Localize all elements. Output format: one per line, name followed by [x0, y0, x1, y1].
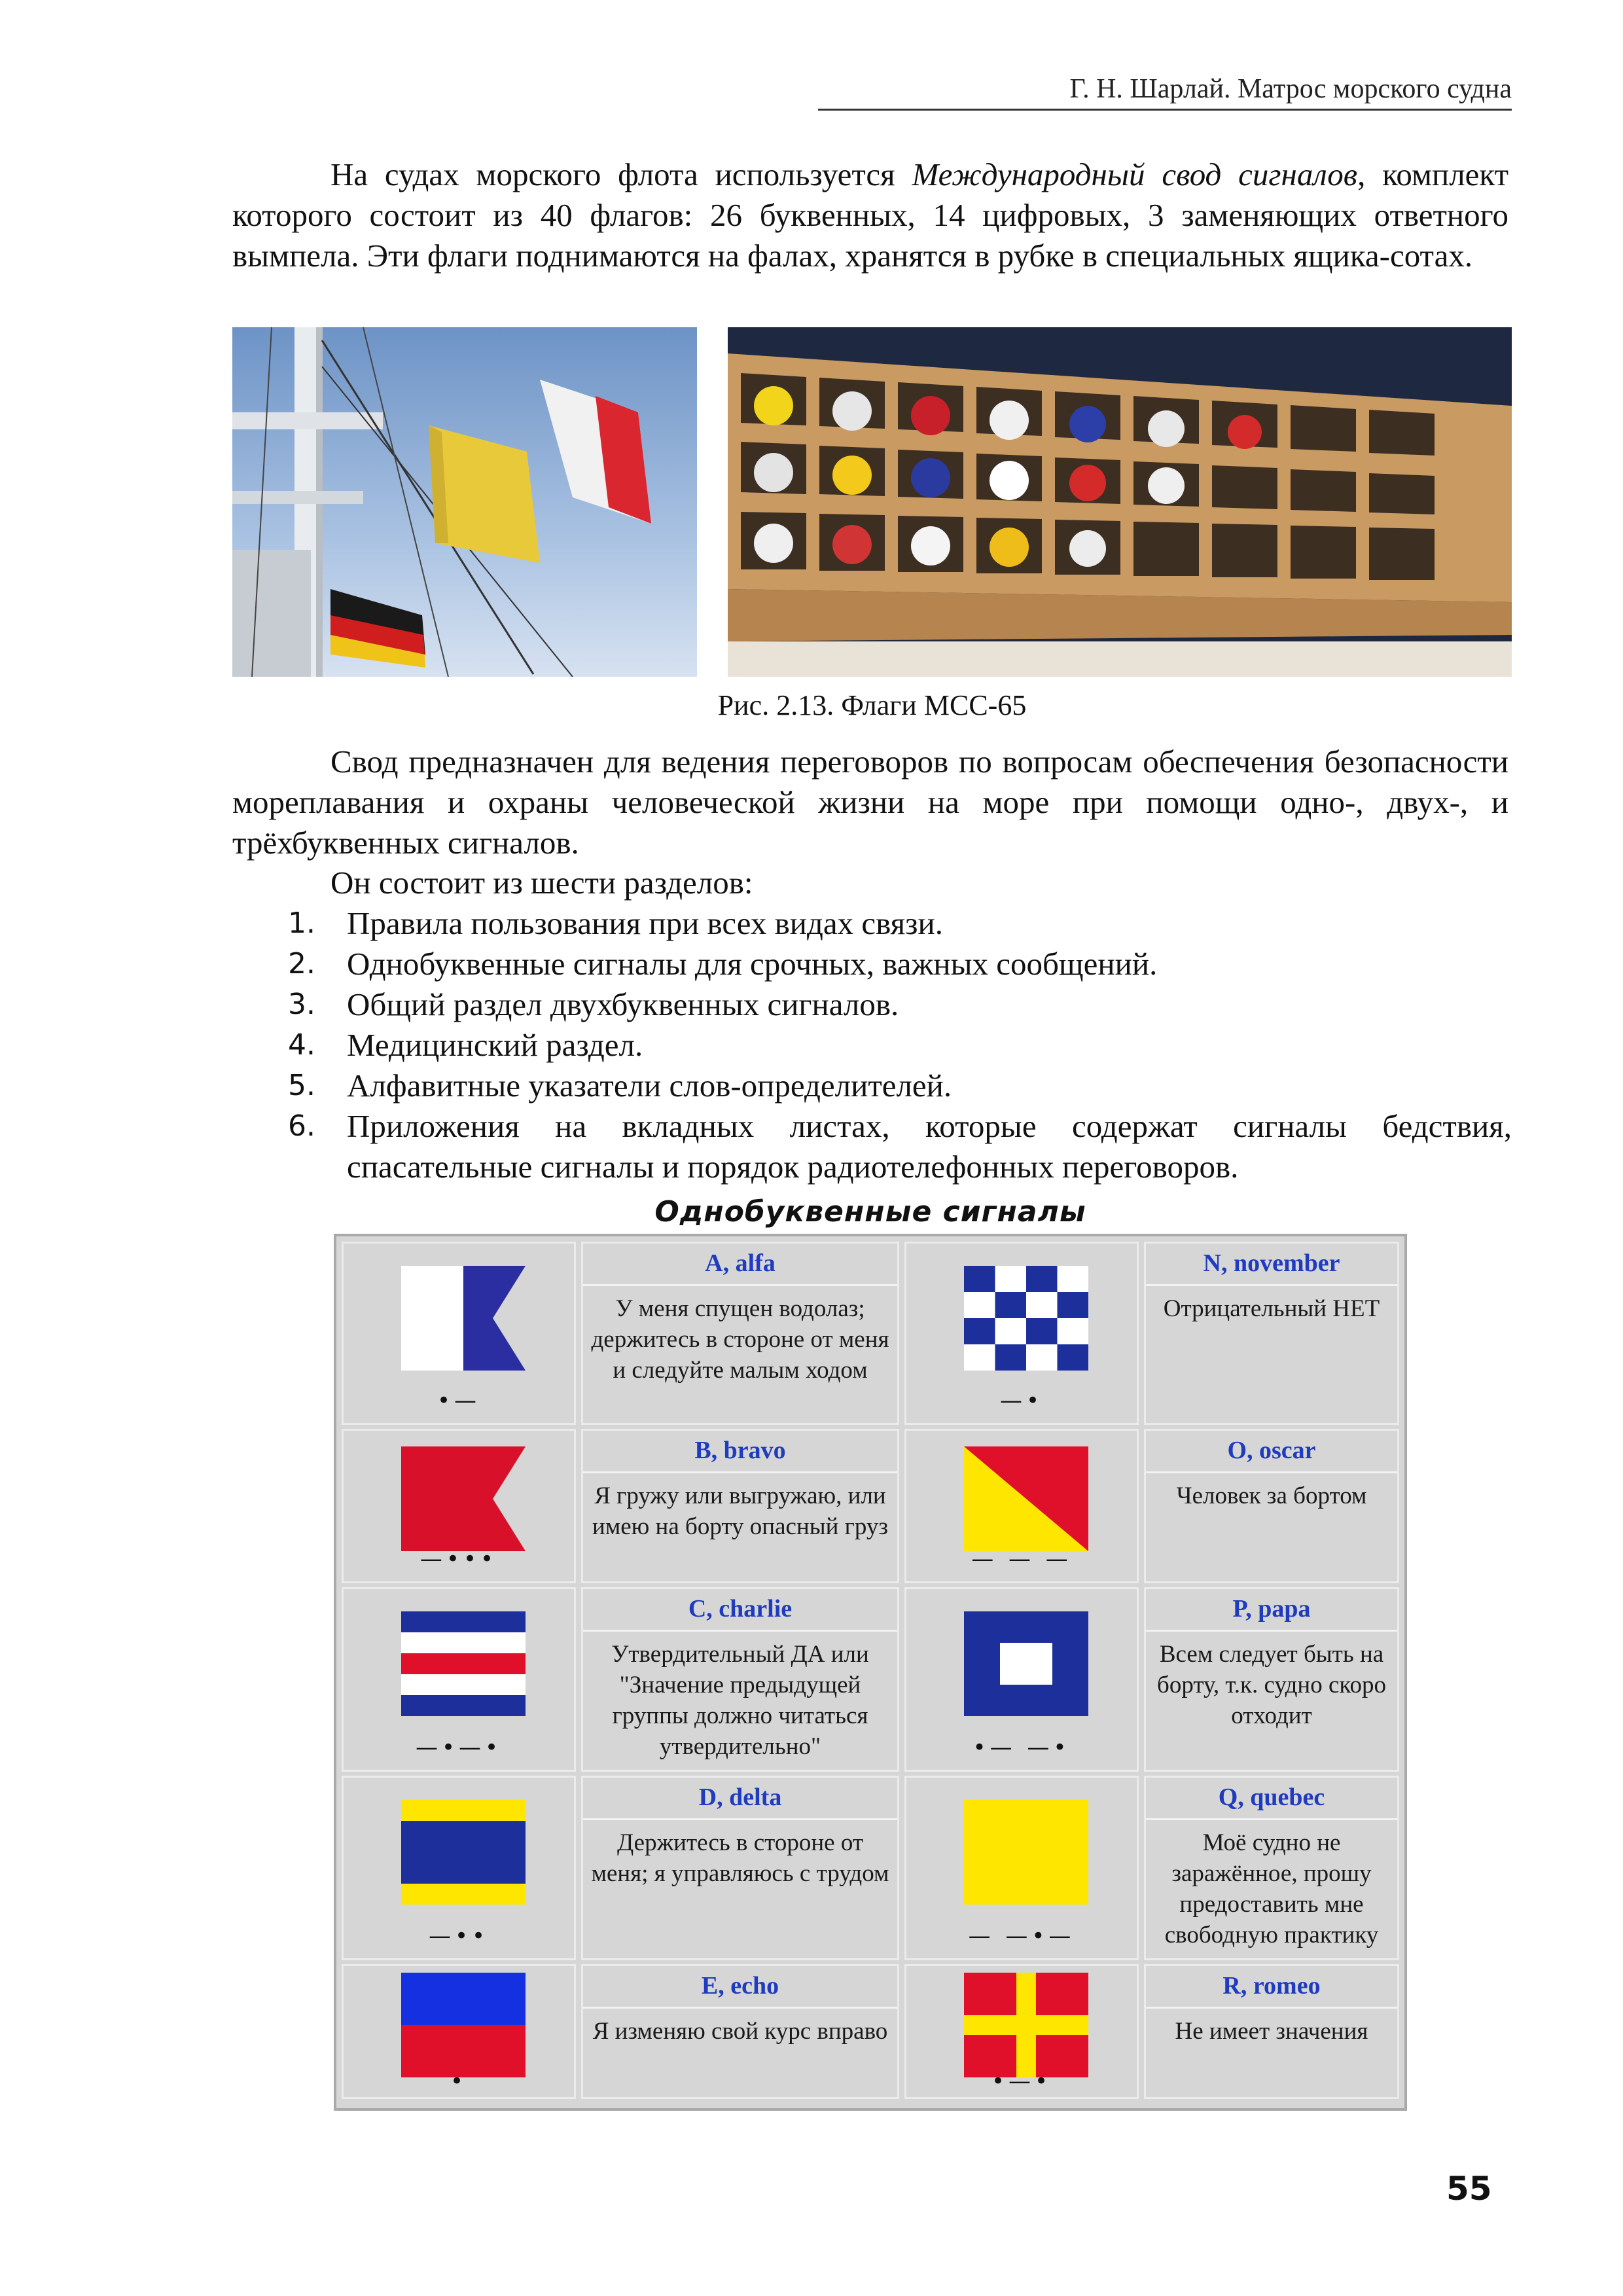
- photo-mast-flags: [232, 327, 697, 677]
- morse-code: — — —: [971, 1546, 1072, 1572]
- signal-meaning: Моё судно не заражённое, прошу предоставить мне свободную практику: [1164, 1829, 1379, 1948]
- morse-code: —•—•: [415, 1734, 503, 1761]
- flag-alfa-icon: [401, 1266, 526, 1371]
- flag-cell-q: [904, 1776, 1139, 1960]
- morse-code: •— —•: [972, 1734, 1071, 1761]
- flag-echo-icon: [401, 1973, 526, 2077]
- signal-meaning: Утвердительный ДА или "Значение предыдущей группы должно читаться утвердительно": [611, 1641, 869, 1760]
- figure-caption: Рис. 2.13. Флаги МСС-65: [717, 689, 1027, 721]
- signal-name: E, echo: [583, 1966, 897, 2009]
- flag-cell-c: [342, 1587, 576, 1772]
- flag-cell-a: [342, 1242, 576, 1425]
- list-item: [288, 984, 1512, 1025]
- desc-cell-r: [1144, 1964, 1399, 2099]
- signal-name: D, delta: [583, 1778, 897, 1820]
- purpose-paragraph: [232, 742, 1508, 863]
- desc-cell-b: [581, 1429, 899, 1583]
- flag-locker-illustration: [728, 327, 1512, 677]
- list-text: Общий раздел двухбуквенных сигналов.: [347, 986, 899, 1022]
- morse-code: —••: [428, 1923, 490, 1949]
- signal-name: R, romeo: [1146, 1966, 1397, 2009]
- table-row: [342, 1587, 1399, 1772]
- morse-code: •—: [437, 1388, 481, 1414]
- sections-intro-text: Он состоит из шести разделов:: [330, 865, 753, 901]
- list-item: [288, 903, 1512, 944]
- desc-cell-q: [1144, 1776, 1399, 1960]
- list-number: 1.: [288, 906, 315, 940]
- sections-list: [288, 903, 1512, 1187]
- desc-cell-a: [581, 1242, 899, 1425]
- morse-code: •: [450, 2068, 468, 2094]
- flag-cell-e: [342, 1964, 576, 2099]
- mast-illustration: [232, 327, 697, 677]
- table-row: [342, 1429, 1399, 1583]
- photo-flag-locker: [728, 327, 1512, 677]
- signal-meaning: Я гружу или выгружаю, или имею на борту опасный груз: [592, 1482, 888, 1540]
- signal-name: O, oscar: [1146, 1431, 1397, 1473]
- list-text: Алфавитные указатели слов-определителей.: [347, 1067, 952, 1103]
- intro-emphasis: Международный свод сигналов: [912, 156, 1358, 192]
- flag-cell-o: [904, 1429, 1139, 1583]
- list-text: Однобуквенные сигналы для срочных, важных сообщений.: [347, 946, 1158, 982]
- signal-meaning: Всем следует быть на борту, т.к. судно скоро отходит: [1157, 1641, 1386, 1729]
- signals-table-title: Однобуквенные сигналы: [654, 1195, 1086, 1229]
- desc-cell-e: [581, 1964, 899, 2099]
- list-text: Приложения на вкладных листах, которые содержат сигналы бедствия, спасательные сигналы и порядок радиотелефонных переговоров.: [347, 1108, 1512, 1185]
- signals-table: [334, 1234, 1407, 2111]
- desc-cell-c: [581, 1587, 899, 1772]
- list-item: [288, 1066, 1512, 1106]
- flag-cell-d: [342, 1776, 576, 1960]
- list-text: Медицинский раздел.: [347, 1027, 643, 1063]
- flag-romeo-icon: [964, 1973, 1088, 2077]
- intro-paragraph: [232, 154, 1508, 276]
- page-number: 55: [1446, 2170, 1492, 2208]
- signal-meaning: У меня спущен водолаз; держитесь в стороне от меня и следуйте малым ходом: [591, 1295, 889, 1384]
- list-number: 4.: [288, 1028, 315, 1062]
- flag-cell-r: [904, 1964, 1139, 2099]
- signal-name: B, bravo: [583, 1431, 897, 1473]
- list-number: 3.: [288, 988, 315, 1021]
- desc-cell-p: [1144, 1587, 1399, 1772]
- signal-name: P, papa: [1146, 1589, 1397, 1632]
- desc-cell-d: [581, 1776, 899, 1960]
- list-number: 6.: [288, 1109, 315, 1143]
- morse-code: — —•—: [968, 1923, 1075, 1949]
- signal-name: A, alfa: [583, 1244, 897, 1286]
- list-number: 5.: [288, 1069, 315, 1102]
- flag-cell-n: [904, 1242, 1139, 1425]
- signal-meaning: Не имеет значения: [1175, 2018, 1368, 2045]
- flag-quebec-icon: [964, 1800, 1088, 1905]
- sections-intro: [232, 863, 1508, 903]
- flag-delta-icon: [401, 1800, 526, 1905]
- list-text: Правила пользования при всех видах связи.: [347, 905, 943, 941]
- signal-name: Q, quebec: [1146, 1778, 1397, 1820]
- desc-cell-n: [1144, 1242, 1399, 1425]
- signal-meaning: Я изменяю свой курс вправо: [592, 2018, 888, 2045]
- flag-charlie-icon: [401, 1611, 526, 1716]
- signal-meaning: Держитесь в стороне от меня; я управляюсь с трудом: [591, 1829, 889, 1887]
- table-row: [342, 1964, 1399, 2099]
- running-header: Г. Н. Шарлай. Матрос морского судна: [818, 73, 1512, 111]
- desc-cell-o: [1144, 1429, 1399, 1583]
- table-row: [342, 1242, 1399, 1425]
- list-item: [288, 944, 1512, 984]
- flag-bravo-icon: [401, 1446, 526, 1551]
- intro-text-start: На судах морского флота используется: [330, 156, 912, 192]
- list-item: [288, 1025, 1512, 1066]
- signal-name: N, november: [1146, 1244, 1397, 1286]
- signal-meaning: Человек за бортом: [1176, 1482, 1367, 1509]
- signal-meaning: Отрицательный НЕТ: [1163, 1295, 1380, 1322]
- list-number: 2.: [288, 947, 315, 980]
- purpose-text: Свод предназначен для ведения переговоров по вопросам обеспечения безопасности мореплавания и охраны человеческой жизни на море при помощи одно-, двух-, и трёхбуквенных сигналов.: [232, 744, 1508, 861]
- list-item: [288, 1106, 1512, 1187]
- morse-code: •—•: [991, 2068, 1052, 2094]
- intro-text-end: , комплект которого состоит из 40 флагов: 26 буквенных, 14 цифровых, 3 заменяющих ответного вымпела. Эти флаги поднимаются на фалах, хранятся в рубке в специальных ящика-сотах.: [232, 156, 1509, 274]
- morse-code: —•: [999, 1388, 1044, 1414]
- flag-november-icon: [964, 1266, 1088, 1371]
- signal-name: C, charlie: [583, 1589, 897, 1632]
- flag-cell-p: [904, 1587, 1139, 1772]
- table-row: [342, 1776, 1399, 1960]
- flag-cell-b: [342, 1429, 576, 1583]
- morse-code: —•••: [419, 1546, 498, 1572]
- flag-oscar-icon: [964, 1446, 1088, 1551]
- flag-papa-icon: [964, 1611, 1088, 1716]
